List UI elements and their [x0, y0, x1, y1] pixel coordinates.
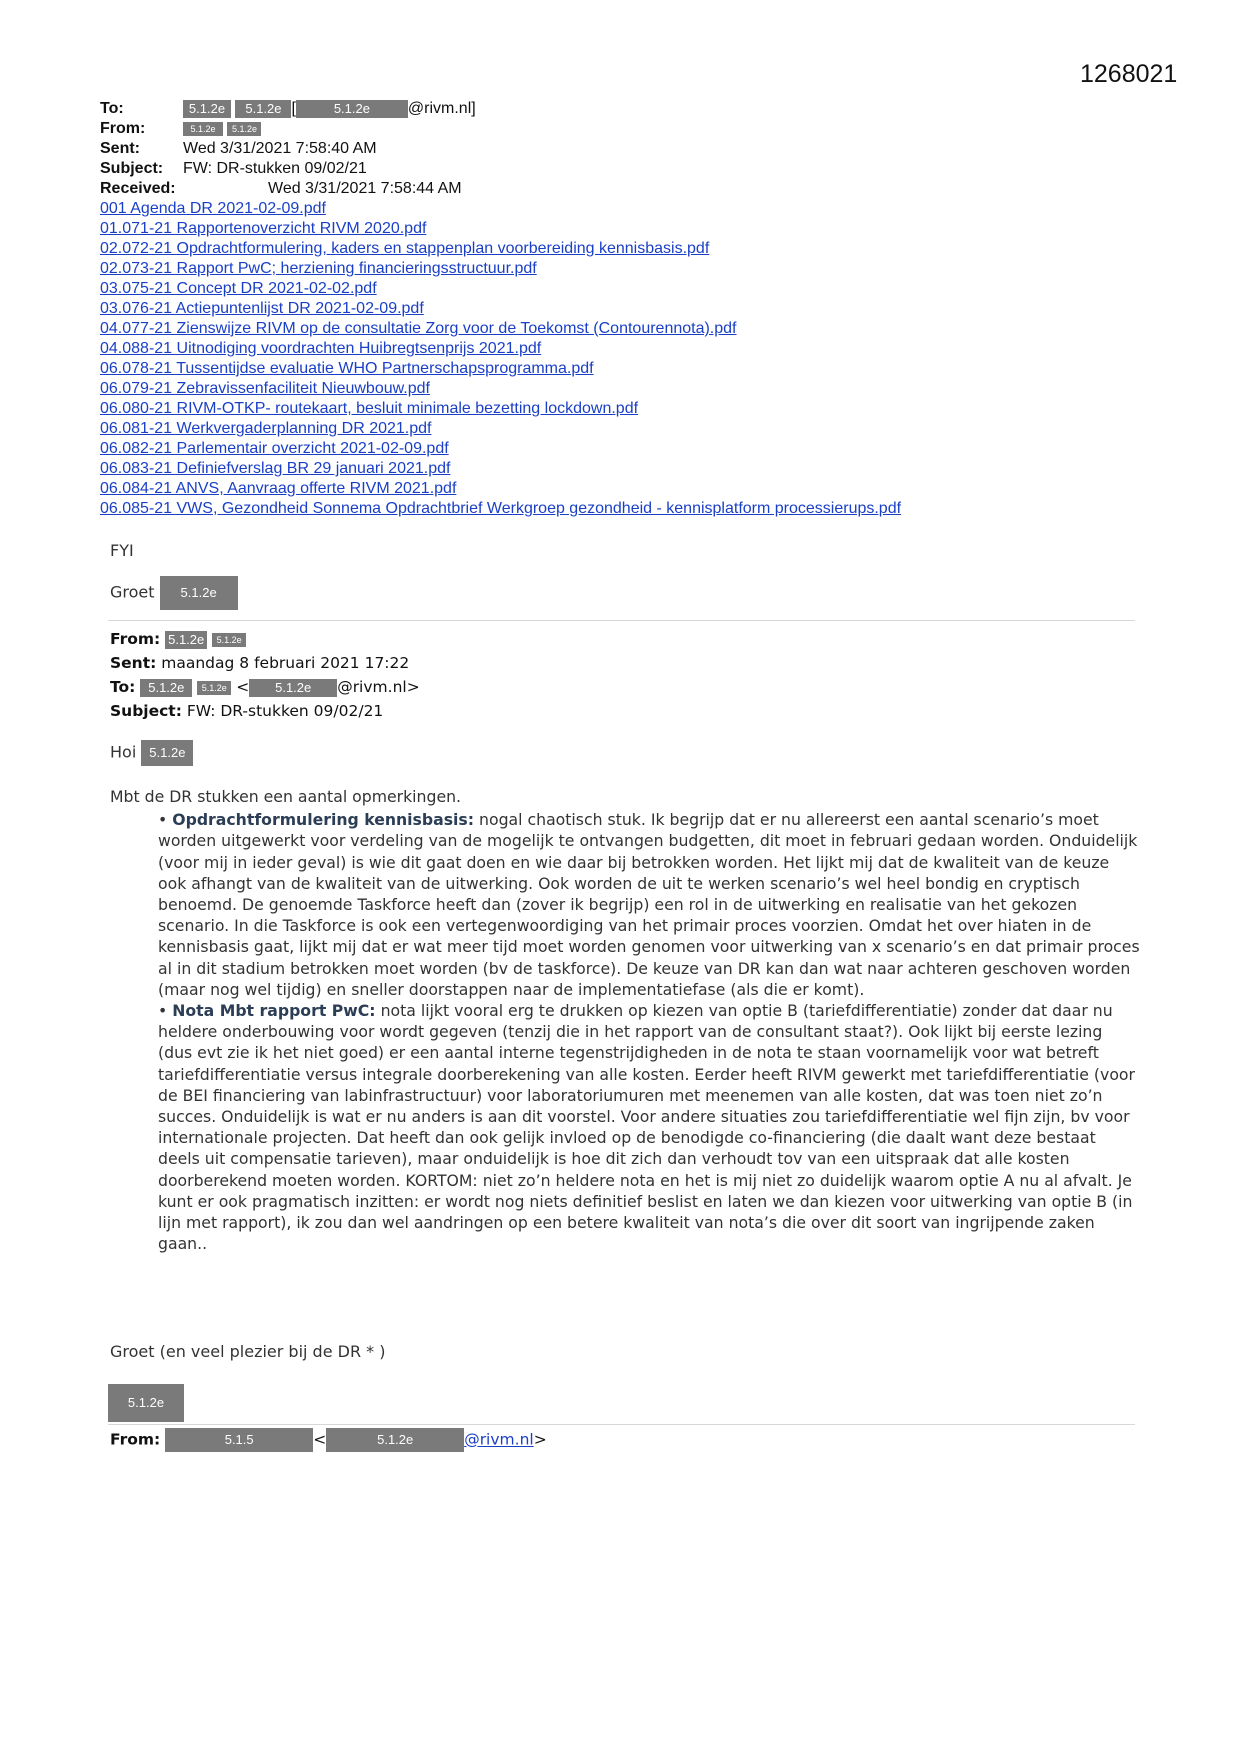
from3-gt: >: [533, 1430, 547, 1449]
from3-lt: <: [313, 1430, 327, 1449]
forward-subject-label: Subject:: [110, 702, 182, 720]
redaction-box: 5.1.2e: [197, 681, 231, 695]
bullet-icon: •: [158, 1001, 168, 1021]
forward-to-lt: <: [236, 678, 250, 696]
redaction-box: 5.1.2e: [165, 631, 207, 649]
attachment-link[interactable]: 01.071-21 Rapportenoverzicht RIVM 2020.pdf: [100, 220, 427, 237]
sent-row: [100, 139, 901, 159]
bullet-title: Opdrachtformulering kennisbasis:: [172, 810, 475, 830]
from-row: [100, 119, 901, 139]
attachment-link[interactable]: 02.072-21 Opdrachtformulering, kaders en stappenplan voorbereiding kennisbasis.pdf: [100, 240, 710, 257]
forward-to-label: To:: [110, 678, 136, 696]
forward-sent-value: maandag 8 februari 2021 17:22: [161, 654, 410, 672]
salutation: [110, 740, 193, 766]
redaction-box: 5.1.2e: [183, 100, 231, 118]
signature-redaction: 5.1.2e: [108, 1384, 184, 1422]
bullet-item: [158, 809, 1140, 1000]
bullet-text: nogal chaotisch stuk. Ik begrijp dat er nu allereerst een aantal scenario’s moet worden uitgewerkt voor verdeling van de mogelijk te ontvangen budgetten, dit moet in februari gedaan worden. Onduidelijk (voor mij in ieder geval) is wie dit gaat doen en wie daar bij betrokken worden. Het lijkt mij dat de kwaliteit van de keuze ook afhangt van de kwaliteit van de uitwerking. Ook worden de uit te werken scenario’s wel heel bondig en cryptisch benoemd. De genoemde Taskforce heeft dan (zover ik begrijp) een rol in de uitwerking en realisatie van het gekozen scenario. In die Taskforce is ook een vertegenwoordiging van het primair proces voorzien. Omdat het over hiaten in de kennisbasis gaat, lijkt mij dat er wat meer tijd moet worden genomen voor uitwerking van x scenario’s en dat primair proces al in dit stadium betrokken moet worden (bv de taskforce). De keuze van DR kan dan wat naar achteren geschoven worden (maar nog wel tijdig) en sneller doorstappen naar de implementatiefase (als die er komt).: [158, 810, 1140, 999]
attachment-link[interactable]: 03.076-21 Actiepuntenlijst DR 2021-02-09.pdf: [100, 300, 424, 317]
to-label: To:: [100, 100, 124, 117]
attachment-link[interactable]: 06.083-21 Definiefverslag BR 29 januari 2021.pdf: [100, 460, 451, 477]
subject-label: Subject:: [100, 160, 164, 177]
from-label: From:: [100, 120, 146, 137]
forward-to-row: [110, 675, 420, 699]
attachment-link[interactable]: 06.082-21 Parlementair overzicht 2021-02-09.pdf: [100, 440, 449, 457]
attachment-list: [100, 199, 901, 519]
attachment-link[interactable]: 06.079-21 Zebravissenfaciliteit Nieuwbouw.pdf: [100, 380, 430, 397]
redaction-box: 5.1.2e: [249, 679, 337, 697]
closing-text: Groet (en veel plezier bij de DR * ): [110, 1342, 386, 1361]
message-body: [110, 786, 1140, 1254]
redaction-box: 5.1.2e: [160, 576, 238, 610]
greeting-line: [110, 576, 238, 610]
attachment-link[interactable]: 02.073-21 Rapport PwC; herziening financieringsstructuur.pdf: [100, 260, 537, 277]
attachment-link[interactable]: 06.081-21 Werkvergaderplanning DR 2021.pdf: [100, 420, 432, 437]
attachment-link[interactable]: 04.077-21 Zienswijze RIVM op de consultatie Zorg voor de Toekomst (Contourennota).pdf: [100, 320, 737, 337]
forward-from-label: From:: [110, 630, 161, 648]
email-link[interactable]: @rivm.nl: [464, 1430, 534, 1449]
attachment-link[interactable]: 03.075-21 Concept DR 2021-02-02.pdf: [100, 280, 377, 297]
redaction-box: 5.1.2e: [141, 740, 193, 766]
hoi-text: Hoi: [110, 742, 137, 762]
attachment-link[interactable]: 06.078-21 Tussentijdse evaluatie WHO Partnerschapsprogramma.pdf: [100, 360, 594, 377]
fyi-text: FYI: [110, 541, 134, 560]
email-header: [100, 99, 901, 519]
forward-header: [110, 627, 420, 723]
document-number: 1268021: [1080, 60, 1178, 88]
separator: [108, 1424, 1135, 1425]
sent-label: Sent:: [100, 140, 140, 157]
forward-to-domain: @rivm.nl>: [337, 678, 420, 696]
to-domain: @rivm.nl]: [407, 100, 476, 117]
forward-subject-value: FW: DR-stukken 09/02/21: [186, 702, 384, 720]
groet-text: Groet: [110, 582, 155, 602]
redaction-box: 5.1.5: [165, 1428, 313, 1452]
redaction-box: 5.1.2e: [183, 122, 223, 136]
sent-value: Wed 3/31/2021 7:58:40 AM: [183, 140, 377, 157]
attachment-link[interactable]: 06.085-21 VWS, Gezondheid Sonnema Opdrachtbrief Werkgroep gezondheid - kennisplatform processierups.pdf: [100, 500, 902, 517]
bullet-text: nota lijkt vooral erg te drukken op kiezen van optie B (tariefdifferentiatie) zonder dat daar nu heldere onderbouwing voor wordt gegeven (tenzij die in het rapport van de consultant staat?). Ook lijkt bij eerste lezing (dus evt zie ik het niet goed) er een aantal interne tegenstrijdigheden in de nota te staan voornamelijk voor wat betreft tariefdifferentiatie versus integrale doorberekening van alle kosten. Eerder heeft RIVM gewerkt met tariefdifferentiatie (voor de BEI financiering van labinfrastructuur) voor laboratoriumuren met meenemen van alle kosten, dat was toen niet zo’n succes. Onduidelijk is wat er nu anders is aan dit voorstel. Voor andere situaties zou tariefdifferentiatie wel fijn zijn, bv voor internationale projecten. Dat heeft dan ook gelijk invloed op de benodigde co-financiering (die daalt want deze bestaat deels uit compensatie tarieven), maar onduidelijk is hoe dit zich dan verhoudt tov van een uitspraak dat alle kosten doorberekend moeten worden. KORTOM: niet zo’n heldere nota en het is mij niet zo duidelijk waarom optie A nu al afvalt. Je kunt er ook pragmatisch inzitten: er wordt nog niets definitief beslist en laten we dan kiezen voor uitwerking van optie B (in lijn met rapport), ik zou dan wel aandringen op een betere kwaliteit van nota’s die over dit soort van ingrijpende zaken gaan..: [158, 1001, 1135, 1254]
redaction-box: 5.1.2e: [235, 100, 291, 118]
subject-row: [100, 159, 901, 179]
redaction-box: 5.1.2e: [140, 679, 192, 697]
attachment-link[interactable]: 06.084-21 ANVS, Aanvraag offerte RIVM 2021.pdf: [100, 480, 457, 497]
forward-sent-label: Sent:: [110, 654, 157, 672]
redaction-box: 5.1.2e: [212, 633, 246, 647]
to-row: [100, 99, 901, 119]
redaction-box: 5.1.2e: [296, 100, 408, 118]
from3-label: From:: [110, 1430, 161, 1449]
attachment-link[interactable]: 06.080-21 RIVM-OTKP- routekaart, besluit minimale bezetting lockdown.pdf: [100, 400, 639, 417]
attachment-link[interactable]: 04.088-21 Uitnodiging voordrachten Huibregtsenprijs 2021.pdf: [100, 340, 542, 357]
intro-text: Mbt de DR stukken een aantal opmerkingen.: [110, 787, 462, 806]
bracket: [: [291, 100, 296, 117]
from-row-3: [110, 1428, 547, 1452]
bullet-item: [158, 1000, 1140, 1254]
received-label: Received:: [100, 180, 176, 197]
attachment-link[interactable]: 001 Agenda DR 2021-02-09.pdf: [100, 200, 326, 217]
received-value: Wed 3/31/2021 7:58:44 AM: [268, 180, 462, 197]
forward-from-row: [110, 627, 420, 651]
bullet-title: Nota Mbt rapport PwC:: [172, 1001, 376, 1021]
forward-subject-row: [110, 699, 420, 723]
forward-sent-row: [110, 651, 420, 675]
bullet-icon: •: [158, 810, 168, 830]
subject-value: FW: DR-stukken 09/02/21: [183, 160, 367, 177]
received-row: [100, 179, 901, 199]
redaction-box: 5.1.2e: [326, 1428, 464, 1452]
redaction-box: 5.1.2e: [227, 122, 261, 136]
separator: [108, 620, 1135, 621]
